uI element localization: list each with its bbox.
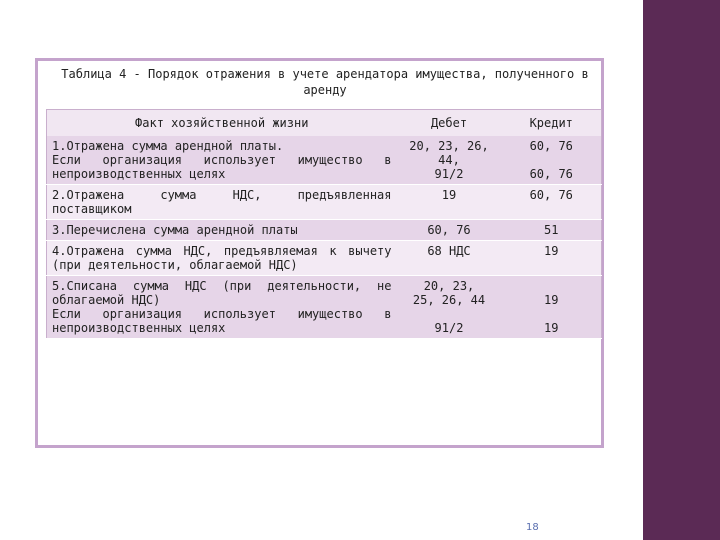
page-number: 18	[526, 522, 539, 533]
header-fact: Факт хозяйственной жизни	[47, 110, 397, 137]
credit-cell	[502, 276, 602, 339]
fact-line: 4.Отражена сумма НДС, предъявляемая к вычету	[52, 244, 392, 258]
table-row	[47, 276, 602, 339]
table-row	[47, 136, 602, 185]
fact-line: 2.Отражена сумма НДС, предъявленная	[52, 188, 392, 202]
table-row	[47, 185, 602, 220]
header-debit: Дебет	[397, 110, 502, 137]
debit-line: 91/2	[434, 167, 464, 181]
fact-cell	[47, 276, 397, 339]
fact-cell	[47, 185, 397, 220]
debit-line: 20, 23, 26,	[409, 139, 489, 153]
fact-cell	[47, 220, 397, 241]
fact-line: непроизводственных целях	[52, 167, 226, 181]
fact-cell	[47, 136, 397, 185]
credit-line: 60, 76	[529, 139, 573, 153]
fact-line: Если организация использует имущество в	[52, 307, 392, 321]
fact-line: непроизводственных целях	[52, 321, 226, 335]
fact-line: поставщиком	[52, 202, 132, 216]
debit-line: 91/2	[434, 321, 464, 335]
debit-line: 25, 26, 44	[412, 293, 486, 307]
fact-line: 1.Отражена сумма арендной платы.	[52, 139, 284, 153]
credit-cell	[502, 136, 602, 185]
credit-gap	[507, 279, 597, 293]
table-header-row	[47, 110, 602, 137]
table-caption: Таблица 4 - Порядок отражения в учете арендатора имущества, полученного в аренду	[61, 67, 589, 97]
credit-gap	[507, 153, 597, 167]
debit-cell	[397, 136, 502, 185]
credit-line: 19	[544, 321, 559, 335]
side-panel-divider	[640, 0, 643, 540]
debit-line: 44,	[438, 153, 460, 167]
credit-cell: 60, 76	[502, 185, 602, 220]
table-row	[47, 241, 602, 276]
fact-line: 5.Списана сумма НДС (при деятельности, не	[52, 279, 392, 293]
debit-line: 20, 23,	[423, 279, 475, 293]
credit-cell: 51	[502, 220, 602, 241]
credit-line: 60, 76	[529, 167, 573, 181]
credit-cell: 19	[502, 241, 602, 276]
fact-line: Если организация использует имущество в	[52, 153, 392, 167]
table-row	[47, 220, 602, 241]
decorative-side-panel	[643, 0, 720, 540]
credit-gap	[507, 307, 597, 321]
debit-gap	[402, 307, 497, 321]
accounting-table	[46, 109, 602, 339]
debit-cell: 60, 76	[397, 220, 502, 241]
debit-cell	[397, 276, 502, 339]
fact-line: 3.Перечислена сумма арендной платы	[52, 223, 298, 237]
debit-cell: 68 НДС	[397, 241, 502, 276]
credit-line: 19	[544, 293, 559, 307]
header-credit: Кредит	[502, 110, 602, 137]
fact-cell	[47, 241, 397, 276]
fact-line: (при деятельности, облагаемой НДС)	[52, 258, 298, 272]
debit-cell: 19	[397, 185, 502, 220]
fact-line: облагаемой НДС)	[52, 293, 161, 307]
